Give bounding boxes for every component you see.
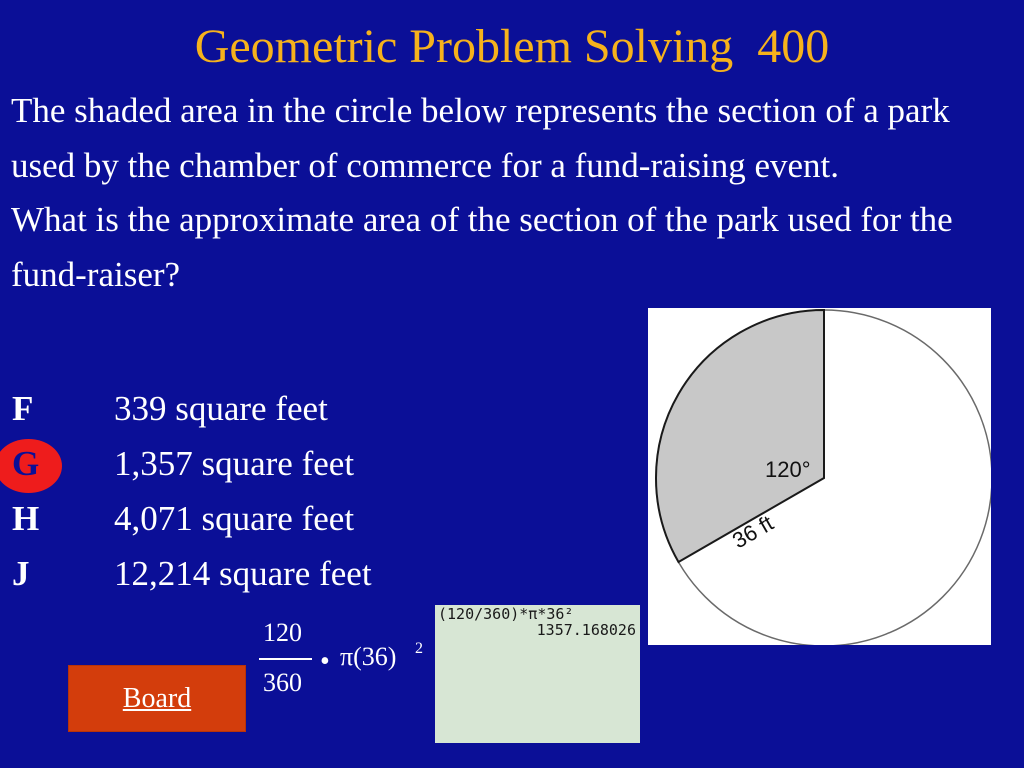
formula-denominator: 360 [263,668,302,697]
choice-text: 4,071 square feet [114,499,355,538]
choice-letter: J [12,554,30,593]
choice-letter: G [12,444,40,483]
choice-text: 1,357 square feet [114,444,355,483]
choice-text: 339 square feet [114,389,328,428]
formula-numerator: 120 [263,618,302,647]
board-button[interactable] [68,665,246,732]
board-link[interactable]: Board [122,682,192,714]
formula-exponent: 2 [415,640,423,657]
question-text [11,84,1016,302]
formula-expression: π(36) [340,642,397,671]
question-paragraph-2: What is the approximate area of the section of the park used for the fund-raiser? [11,200,953,294]
angle-label: 120° [765,457,811,482]
radius-label: 36 ft [728,510,778,554]
slide-title: Geometric Problem Solving 400 [194,20,830,73]
choice-letter: F [12,389,34,428]
choice-text: 12,214 square feet [114,554,372,593]
fraction-bar [259,658,312,660]
calculator-input: (120/360)*π*36² [438,605,574,623]
multiply-dot: • [320,646,330,677]
calculator-result: 1357.168026 [536,621,636,639]
area-formula [255,618,435,708]
calculator-screen [435,605,640,743]
choice-letter: H [12,499,40,538]
circle-diagram [648,308,991,645]
question-paragraph-1: The shaded area in the circle below represents the section of a park used by the chamber of commerce for a fund-raising event. [11,91,950,185]
